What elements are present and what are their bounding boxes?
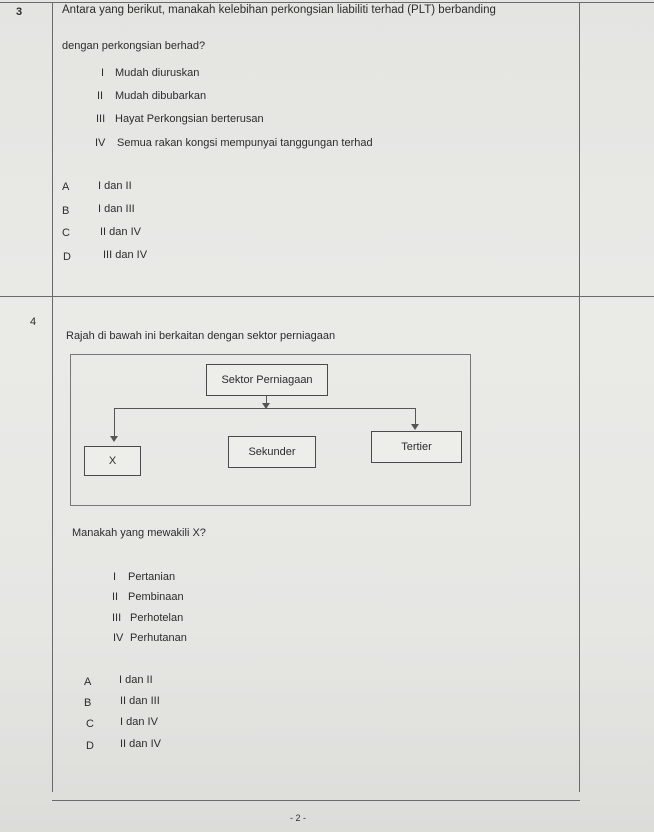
diagram-child-label: Tertier — [401, 441, 432, 453]
question-number-column-divider — [52, 2, 53, 792]
question-separator — [0, 296, 654, 297]
q3-stem-line1: Antara yang berikut, manakah kelebihan perkongsian liabiliti terhad (PLT) berbanding — [62, 4, 496, 16]
q4-stem: Rajah di bawah ini berkaitan dengan sektor perniagaan — [66, 330, 336, 342]
q4-statement-numeral: IV — [113, 632, 124, 644]
q3-option-letter[interactable]: D — [63, 251, 71, 263]
q4-option-text[interactable]: II dan IV — [120, 738, 161, 750]
q3-option-letter[interactable]: A — [62, 181, 70, 193]
diagram-root-label: Sektor Perniagaan — [221, 374, 313, 386]
diagram-child-label: X — [108, 455, 117, 467]
q4-option-text[interactable]: I dan II — [119, 674, 153, 686]
connector — [114, 408, 115, 438]
diagram-child-label: Sekunder — [248, 446, 296, 458]
q4-statement-numeral: I — [113, 571, 117, 583]
bottom-border — [52, 800, 580, 801]
q3-number: 3 — [16, 6, 23, 18]
q3-option-text[interactable]: I dan III — [98, 203, 135, 215]
q3-stem-line2: dengan perkongsian berhad? — [62, 40, 206, 52]
diagram-child-box-x — [84, 446, 141, 476]
q4-option-letter[interactable]: B — [84, 697, 92, 709]
diagram-child-box-tertier — [371, 431, 462, 463]
q3-statement-text: Hayat Perkongsian berterusan — [115, 113, 264, 125]
q4-option-letter[interactable]: C — [86, 718, 94, 730]
q3-option-letter[interactable]: B — [62, 205, 70, 217]
q3-option-text[interactable]: III dan IV — [103, 249, 148, 261]
q4-question: Manakah yang mewakili X? — [72, 527, 206, 539]
q4-statement-text: Perhutanan — [130, 632, 187, 644]
q4-statement-text: Pembinaan — [128, 591, 184, 603]
arrow-down-icon — [411, 424, 419, 430]
q3-statement-numeral: IV — [95, 137, 106, 149]
right-column-border — [579, 2, 580, 792]
arrow-down-icon — [110, 436, 118, 442]
q3-statement-numeral: II — [97, 90, 104, 102]
diagram-child-box-sekunder — [228, 436, 316, 468]
q3-statement-text: Mudah dibubarkan — [115, 90, 207, 102]
q3-option-text[interactable]: II dan IV — [100, 226, 141, 238]
q3-option-text[interactable]: I dan II — [98, 180, 132, 192]
q4-option-letter[interactable]: A — [84, 676, 92, 688]
q4-statement-numeral: II — [112, 591, 119, 603]
q4-option-text[interactable]: II dan III — [120, 695, 160, 707]
q3-statement-numeral: III — [96, 113, 106, 125]
q4-statement-numeral: III — [112, 612, 122, 624]
q4-statement-text: Pertanian — [128, 571, 176, 583]
q4-number: 4 — [30, 316, 37, 328]
q3-statement-numeral: I — [101, 67, 105, 79]
top-border — [0, 2, 654, 3]
page-number: - 2 - — [290, 813, 307, 823]
q3-statement-text: Mudah diuruskan — [115, 67, 200, 79]
q4-option-text[interactable]: I dan IV — [120, 716, 158, 728]
diagram-root-box — [206, 364, 328, 396]
connector — [114, 408, 416, 409]
q3-option-letter[interactable]: C — [62, 227, 70, 239]
q4-statement-text: Perhotelan — [130, 612, 184, 624]
q4-option-letter[interactable]: D — [86, 740, 94, 752]
q3-statement-text: Semua rakan kongsi mempunyai tanggungan terhad — [117, 137, 373, 149]
